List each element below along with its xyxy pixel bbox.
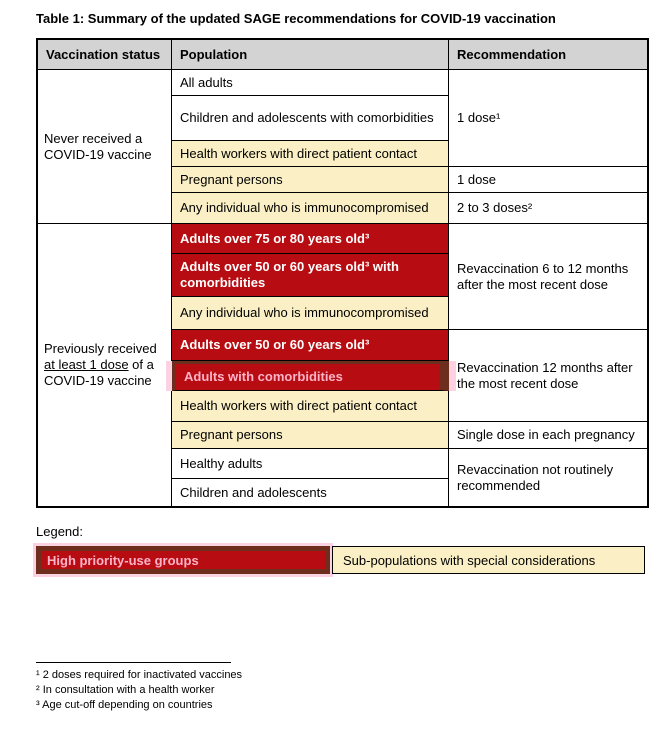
footnote-1: ¹ 2 doses required for inactivated vaccines — [36, 669, 243, 681]
recommendation-cell: 1 dose¹ — [449, 70, 647, 167]
footnote-2: ² In consultation with a health worker — [36, 684, 215, 696]
header-row — [38, 40, 647, 70]
status-text-underlined: at least 1 dose — [44, 357, 129, 372]
header-population: Population — [172, 40, 449, 70]
population-cell: Adults over 75 or 80 years old³ — [172, 224, 449, 254]
table-title: Table 1: Summary of the updated SAGE recommendations for COVID-19 vaccination — [36, 11, 556, 26]
population-cell: Health workers with direct patient contact — [172, 141, 449, 167]
population-cell: Pregnant persons — [172, 422, 449, 449]
population-cell: Adults over 50 or 60 years old³ — [172, 330, 449, 361]
status-text-part: of a COVID-19 vaccine — [44, 357, 154, 388]
footnote-3: ³ Age cut-off depending on countries — [36, 699, 213, 711]
population-cell: Health workers with direct patient contact — [172, 391, 449, 422]
status-group-previously-received — [38, 224, 172, 506]
legend — [36, 546, 645, 574]
population-cell: Adults over 50 or 60 years old³ with comorbidities — [172, 254, 449, 297]
legend-label: Legend: — [36, 524, 83, 539]
footnotes — [36, 662, 645, 713]
recommendation-cell: Revaccination 6 to 12 months after the most recent dose — [449, 224, 647, 330]
header-recommendation: Recommendation — [449, 40, 647, 70]
population-cell: Pregnant persons — [172, 167, 449, 193]
population-cell: Any individual who is immunocompromised — [172, 193, 449, 224]
population-cell-highlighted: Adults with comorbidities — [172, 361, 449, 391]
status-group-never-received: Never received a COVID-19 vaccine — [38, 70, 172, 224]
header-vaccination-status: Vaccination status — [38, 40, 172, 70]
status-text-part: Previously received — [44, 341, 157, 356]
recommendation-cell: 1 dose — [449, 167, 647, 193]
legend-special-box: Sub-populations with special considerations — [332, 546, 645, 574]
population-cell: All adults — [172, 70, 449, 96]
recommendation-cell: Revaccination 12 months after the most recent dose — [449, 330, 647, 422]
population-cell: Any individual who is immunocompromised — [172, 297, 449, 330]
table-row — [38, 224, 647, 254]
population-cell: Children and adolescents — [172, 479, 449, 506]
recommendation-cell: Single dose in each pregnancy — [449, 422, 647, 449]
sage-recommendations-table — [36, 38, 649, 508]
population-cell: Healthy adults — [172, 449, 449, 479]
footnote-separator — [36, 662, 231, 663]
table-row — [38, 70, 647, 96]
recommendation-cell: 2 to 3 doses² — [449, 193, 647, 224]
population-cell: Children and adolescents with comorbidities — [172, 96, 449, 141]
recommendation-cell: Revaccination not routinely recommended — [449, 449, 647, 506]
legend-high-priority-box: High priority-use groups — [36, 546, 330, 574]
